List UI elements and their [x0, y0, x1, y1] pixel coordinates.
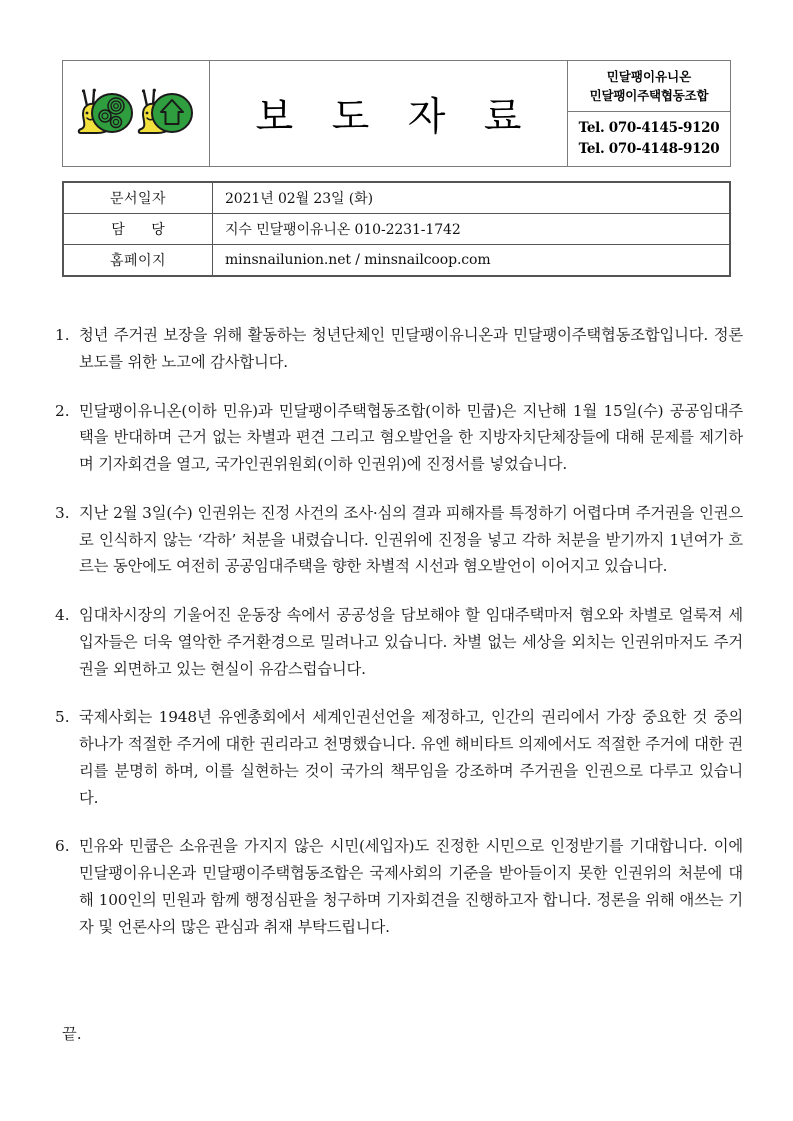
title-cell: [210, 61, 568, 166]
list-item: [55, 602, 743, 682]
snail-spiral-shell-icon: [77, 86, 135, 142]
list-item-text: 국제사회는 1948년 유엔총회에서 세계인권선언을 제정하고, 인간의 권리에서 가장 중요한 것 중의 하나가 적절한 주거에 대한 권리라고 천명했습니다. 유엔 해비타트 의제에서도 적절한 주거에 대한 권리를 분명히 하며, 이를 실현하는 것이 국가의 책무임을 강조하며 주거권을 인권으로 다루고 있습니다.: [79, 708, 743, 807]
phone-secondary: Tel. 070-4148-9120: [578, 141, 720, 157]
list-item-text: 민달팽이유니온(이하 민유)과 민달팽이주택협동조합(이하 민쿱)은 지난해 1월 15일(수) 공공임대주택을 반대하며 근거 없는 차별과 편견 그리고 혐오발언을 한 지방자치단체장들에 대해 문제를 제기하며 기자회견을 열고, 국가인권위원회(이하 인권위)에 진정서를 넣었습니다.: [79, 401, 743, 474]
list-item: [55, 833, 743, 940]
list-item-text: 청년 주거권 보장을 위해 활동하는 청년단체인 민달팽이유니온과 민달팽이주택협동조합입니다. 정론보도를 위한 노고에 감사합니다.: [79, 326, 743, 371]
list-item: [55, 322, 743, 376]
list-item-number: 3.: [55, 503, 70, 522]
organization-phones: [568, 112, 730, 166]
logo-cell: [63, 61, 210, 166]
document-info-table: [62, 181, 731, 277]
org-name-coop: 민달팽이주택협동조합: [589, 87, 709, 103]
list-item: [55, 398, 743, 478]
info-label-date: 문서일자: [64, 183, 213, 214]
list-item-number: 5.: [55, 708, 70, 727]
list-item-text: 임대차시장의 기울어진 운동장 속에서 공공성을 담보해야 할 임대주택마저 혐오와 차별로 얼룩져 세입자들은 더욱 열악한 주거환경으로 밀려나고 있습니다. 차별 없는 세상을 외치는 인권위마저도 주거권을 외면하고 있는 현실이 유감스럽습니다.: [79, 606, 743, 678]
info-label-homepage: 홈페이지: [64, 245, 213, 276]
list-item: [55, 500, 743, 580]
phone-primary: Tel. 070-4145-9120: [578, 120, 720, 137]
table-row: [64, 214, 730, 245]
list-item-number: 2.: [55, 401, 70, 420]
organization-names: [568, 61, 730, 112]
info-value-homepage: minsnailunion.net / minsnailcoop.com: [213, 245, 730, 276]
list-item-text: 민유와 민쿱은 소유권을 가지지 않은 시민(세입자)도 진정한 시민으로 인정받기를 기대합니다. 이에 민달팽이유니온과 민달팽이주택협동조합은 국제사회의 기준을 받아들이지 못한 인권위의 처분에 대해 100인의 민원과 함께 행정심판을 청구하며 기자회견을 진행하고자 합니다. 정론을 위해 애쓰는 기자 및 언론사의 많은 관심과 취재 부탁드립니다.: [79, 837, 743, 936]
list-item-number: 4.: [55, 606, 70, 625]
list-item: [55, 704, 743, 811]
list-item-number: 6.: [55, 837, 70, 856]
organization-cell: [568, 61, 730, 166]
info-value-contact: 지수 민달팽이유니온 010-2231-1742: [213, 214, 730, 245]
list-item-number: 1.: [55, 326, 70, 344]
page-title: 보 도 자 료: [255, 94, 535, 140]
org-name-union: 민달팽이유니온: [606, 69, 692, 85]
table-row: [64, 245, 730, 276]
snail-house-shell-icon: [137, 86, 195, 142]
info-value-date: 2021년 02월 23일 (화): [213, 183, 730, 214]
closing-mark: 끝.: [62, 1025, 82, 1043]
document-header-table: [62, 60, 731, 167]
info-label-contact: 담 당: [64, 214, 213, 245]
table-row: [64, 183, 730, 214]
document-body: [55, 322, 743, 963]
list-item-text: 지난 2월 3일(수) 인권위는 진정 사건의 조사·심의 결과 피해자를 특정하기 어렵다며 주거권을 인권으로 인식하지 않는 ‘각하’ 처분을 내렸습니다. 인권위에 진정을 넣고 각하 처분을 받기까지 1년여가 흐르는 동안에도 여전히 공공임대주택을 향한 차별적 시선과 혐오발언이 이어지고 있습니다.: [79, 503, 743, 576]
